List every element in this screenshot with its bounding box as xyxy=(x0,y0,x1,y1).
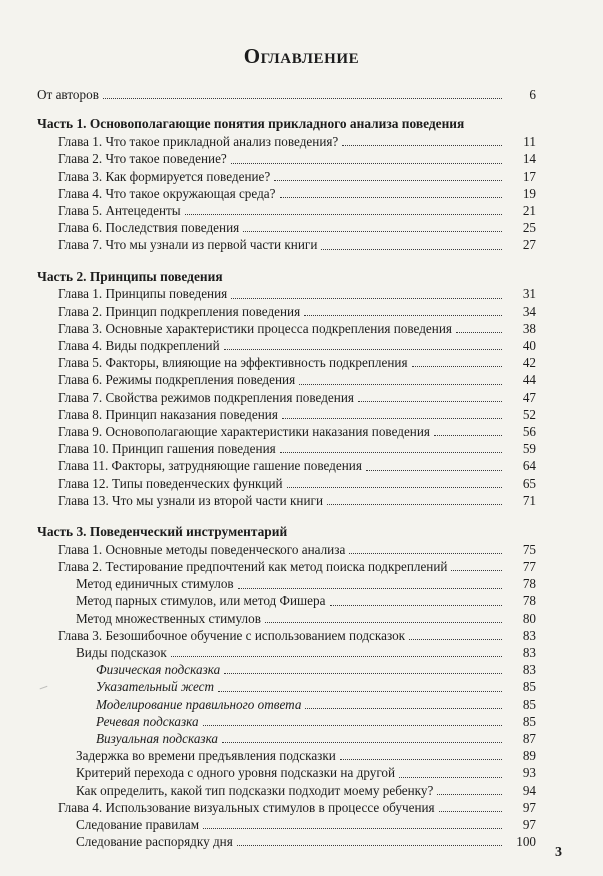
toc-page-number: 44 xyxy=(522,372,536,388)
leader-dots xyxy=(274,180,502,181)
toc-entry[interactable] xyxy=(0,799,603,816)
toc-page-number: 21 xyxy=(522,202,536,218)
toc-entry-text: Глава 6. Последствия поведения xyxy=(58,220,240,236)
toc-entry[interactable] xyxy=(0,492,603,509)
page-number: 3 xyxy=(555,845,562,860)
toc-entry-text: Метод множественных стимулов xyxy=(76,610,261,626)
toc-entry-text: Глава 2. Что такое поведение? xyxy=(58,151,227,167)
leader-dots xyxy=(366,470,502,471)
toc-entry-text: Глава 2. Тестирование предпочтений как метод поиска подкреплений xyxy=(58,559,448,575)
part-heading[interactable]: Часть 3. Поведенческий инструментарий xyxy=(37,523,288,539)
toc-entry-text: Указательный жест xyxy=(96,679,215,695)
leader-dots xyxy=(330,605,503,606)
toc-entry[interactable] xyxy=(0,610,603,627)
toc-page-number: 94 xyxy=(522,782,536,798)
leader-dots xyxy=(224,673,502,674)
toc-entry-text: Речевая подсказка xyxy=(96,713,199,729)
toc-entry-text: Глава 13. Что мы узнали из второй части книги xyxy=(58,492,323,508)
toc-page-number: 87 xyxy=(522,730,536,746)
toc-entry[interactable] xyxy=(0,320,603,337)
toc-entry[interactable] xyxy=(0,219,603,236)
toc-page-number: 19 xyxy=(522,185,536,201)
toc-entry-text: Глава 10. Принцип гашения поведения xyxy=(58,441,276,457)
leader-dots xyxy=(238,588,502,589)
leader-dots xyxy=(321,249,502,250)
toc-entry-text: Глава 4. Виды подкреплений xyxy=(58,338,220,354)
leader-dots xyxy=(358,401,502,402)
toc-entry[interactable] xyxy=(0,713,603,730)
toc-entry-text: Задержка во времени предъявления подсказки xyxy=(76,748,336,764)
toc-entry[interactable] xyxy=(0,696,603,713)
toc-entry[interactable] xyxy=(0,644,603,661)
toc-entry[interactable] xyxy=(0,423,603,440)
toc-page-number: 83 xyxy=(522,662,536,678)
toc-page-number: 42 xyxy=(522,355,536,371)
toc-page-number: 83 xyxy=(522,645,536,661)
leader-dots xyxy=(456,332,502,333)
toc-entry[interactable] xyxy=(0,730,603,747)
toc-entry[interactable] xyxy=(0,168,603,185)
toc-entry-text: Глава 8. Принцип наказания поведения xyxy=(58,406,278,422)
toc-entry-text: Глава 7. Свойства режимов подкрепления поведения xyxy=(58,389,354,405)
toc-entry-text: Метод парных стимулов, или метод Фишера xyxy=(76,593,326,609)
toc-page-number: 17 xyxy=(522,168,536,184)
toc-entry[interactable] xyxy=(0,541,603,558)
toc-entry-text: Глава 3. Основные характеристики процесса подкрепления поведения xyxy=(58,320,452,336)
leader-dots xyxy=(349,553,502,554)
toc-entry-text: Как определить, какой тип подсказки подходит моему ребенку? xyxy=(76,782,434,798)
toc-entry[interactable] xyxy=(0,389,603,406)
toc-entry[interactable] xyxy=(0,371,603,388)
toc-page-number: 97 xyxy=(522,799,536,815)
leader-dots xyxy=(280,452,502,453)
toc-entry-text: Глава 5. Факторы, влияющие на эффективность подкрепления xyxy=(58,355,408,371)
toc-entry[interactable] xyxy=(0,593,603,610)
toc-entry-text: Глава 2. Принцип подкрепления поведения xyxy=(58,303,301,319)
toc-entry[interactable] xyxy=(0,816,603,833)
toc-page-number: 85 xyxy=(522,679,536,695)
toc-page-number: 27 xyxy=(522,237,536,253)
toc-page-number: 78 xyxy=(522,576,536,592)
toc-entry[interactable] xyxy=(0,133,603,150)
toc-page-number: 14 xyxy=(522,151,536,167)
leader-dots xyxy=(399,777,502,778)
leader-dots xyxy=(185,214,502,215)
toc-entry-text: Глава 11. Факторы, затрудняющие гашение поведения xyxy=(58,458,362,474)
toc-entry[interactable] xyxy=(0,185,603,202)
leader-dots xyxy=(171,656,502,657)
toc-page-number: 47 xyxy=(522,389,536,405)
leader-dots xyxy=(103,98,502,99)
leader-dots xyxy=(280,197,503,198)
toc-entry-text: Глава 9. Основополагающие характеристики наказания поведения xyxy=(58,423,430,439)
toc-entry[interactable] xyxy=(0,457,603,474)
toc-entry[interactable] xyxy=(0,747,603,764)
leader-dots xyxy=(437,794,502,795)
toc-entry-text: Глава 4. Использование визуальных стимулов в процессе обучения xyxy=(58,799,435,815)
toc-entry[interactable] xyxy=(0,833,603,850)
leader-dots xyxy=(305,708,502,709)
toc-page-number: 89 xyxy=(522,748,536,764)
toc-entry-text: Критерий перехода с одного уровня подсказки на другой xyxy=(76,765,396,781)
toc-entry-text: Глава 1. Что такое прикладной анализ поведения? xyxy=(58,134,339,150)
toc-page-number: 80 xyxy=(522,610,536,626)
toc-entry-text: Метод единичных стимулов xyxy=(76,576,234,592)
toc-entry-text: Виды подсказок xyxy=(76,645,167,661)
section-gap xyxy=(0,103,603,115)
toc-page-number: 93 xyxy=(522,765,536,781)
leader-dots xyxy=(340,759,502,760)
leader-dots xyxy=(237,845,502,846)
toc-entry-text: Глава 3. Как формируется поведение? xyxy=(58,168,271,184)
toc-entry[interactable] xyxy=(0,236,603,253)
leader-dots xyxy=(218,691,502,692)
toc-entry[interactable] xyxy=(0,764,603,781)
toc-page-number: 78 xyxy=(522,593,536,609)
toc-page-number: 25 xyxy=(522,220,536,236)
toc-entry[interactable] xyxy=(0,202,603,219)
toc-entry-front[interactable] xyxy=(0,86,603,103)
part-heading[interactable]: Часть 1. Основополагающие понятия прикладного анализа поведения xyxy=(37,116,465,132)
toc-entry-text: От авторов xyxy=(37,86,99,102)
leader-dots xyxy=(224,349,502,350)
toc-page-number: 6 xyxy=(529,86,536,102)
toc-entry[interactable] xyxy=(0,661,603,678)
toc-page-number: 97 xyxy=(522,816,536,832)
toc-entry[interactable] xyxy=(0,337,603,354)
toc-page-number: 77 xyxy=(522,559,536,575)
leader-dots xyxy=(203,725,502,726)
toc-entry[interactable] xyxy=(0,678,603,695)
table-of-contents xyxy=(0,86,603,850)
toc-page-number: 52 xyxy=(522,406,536,422)
leader-dots xyxy=(299,384,502,385)
leader-dots xyxy=(434,435,502,436)
leader-dots xyxy=(342,145,502,146)
toc-entry-text: Глава 4. Что такое окружающая среда? xyxy=(58,185,276,201)
toc-entry[interactable] xyxy=(0,406,603,423)
toc-entry[interactable] xyxy=(0,627,603,644)
toc-page-number: 65 xyxy=(522,475,536,491)
toc-page-number: 100 xyxy=(516,834,536,850)
leader-dots xyxy=(409,639,502,640)
leader-dots xyxy=(412,366,502,367)
toc-entry-text: Глава 1. Основные методы поведенческого анализа xyxy=(58,541,346,557)
toc-entry[interactable] xyxy=(0,150,603,167)
toc-page-number: 75 xyxy=(522,541,536,557)
toc-entry-text: Следование распорядку дня xyxy=(76,834,233,850)
toc-page-number: 11 xyxy=(523,134,536,150)
toc-entry[interactable] xyxy=(0,475,603,492)
toc-entry-text: Моделирование правильного ответа xyxy=(96,696,302,712)
toc-entry-text: Глава 7. Что мы узнали из первой части книги xyxy=(58,237,318,253)
section-gap xyxy=(0,254,603,268)
leader-dots xyxy=(231,298,502,299)
toc-page-number: 64 xyxy=(522,458,536,474)
part-heading[interactable]: Часть 2. Принципы поведения xyxy=(37,268,223,284)
leader-dots xyxy=(327,504,502,505)
toc-entry[interactable] xyxy=(0,782,603,799)
toc-page-number: 71 xyxy=(522,492,536,508)
leader-dots xyxy=(203,828,502,829)
leader-dots xyxy=(243,231,502,232)
toc-page-number: 34 xyxy=(522,303,536,319)
toc-entry[interactable] xyxy=(0,575,603,592)
toc-entry-text: Глава 3. Безошибочное обучение с использованием подсказок xyxy=(58,627,406,643)
toc-entry-text: Глава 1. Принципы поведения xyxy=(58,286,228,302)
leader-dots xyxy=(222,742,502,743)
toc-entry-text: Глава 5. Антецеденты xyxy=(58,202,181,218)
toc-entry[interactable] xyxy=(0,440,603,457)
toc-page-number: 38 xyxy=(522,320,536,336)
toc-entry[interactable] xyxy=(0,558,603,575)
toc-page-number: 83 xyxy=(522,627,536,643)
leader-dots xyxy=(287,487,502,488)
leader-dots xyxy=(282,418,502,419)
toc-entry[interactable] xyxy=(0,303,603,320)
toc-page-number: 85 xyxy=(522,713,536,729)
toc-page-number: 59 xyxy=(522,441,536,457)
toc-entry[interactable] xyxy=(0,354,603,371)
leader-dots xyxy=(304,315,502,316)
leader-dots xyxy=(265,622,502,623)
toc-page-number: 40 xyxy=(522,338,536,354)
section-gap xyxy=(0,509,603,523)
toc-page-number: 85 xyxy=(522,696,536,712)
toc-entry-text: Глава 6. Режимы подкрепления поведения xyxy=(58,372,296,388)
toc-entry-text: Глава 12. Типы поведенческих функций xyxy=(58,475,283,491)
leader-dots xyxy=(451,570,502,571)
toc-entry-text: Физическая подсказка xyxy=(96,662,221,678)
toc-entry-text: Следование правилам xyxy=(76,816,200,832)
toc-parts xyxy=(0,103,603,850)
page-title: Оглавление xyxy=(243,44,360,68)
toc-page-number: 31 xyxy=(522,286,536,302)
leader-dots xyxy=(231,163,502,164)
toc-page-number: 56 xyxy=(522,423,536,439)
toc-entry-text: Визуальная подсказка xyxy=(96,730,219,746)
leader-dots xyxy=(439,811,502,812)
toc-entry[interactable] xyxy=(0,286,603,303)
